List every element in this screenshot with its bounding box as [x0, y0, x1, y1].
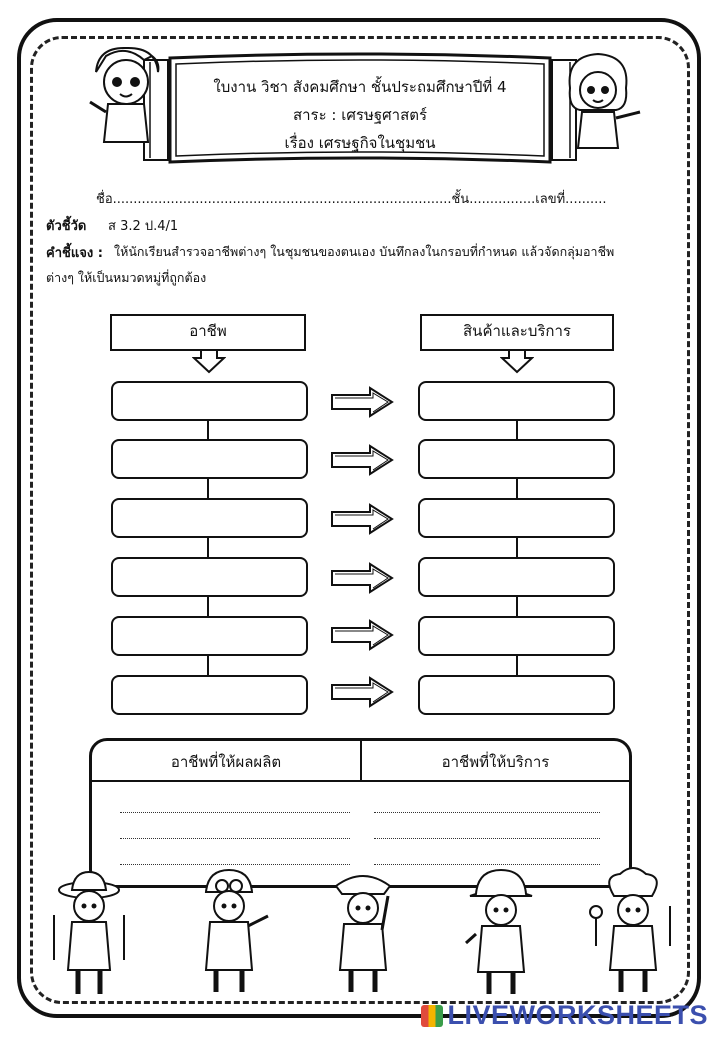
liveworksheets-logo — [421, 1000, 708, 1031]
instruction-text-1: ให้นักเรียนสำรวจอาชีพต่างๆ ในชุมชนของตนเอง บันทึกลงในกรอบที่กำหนด แล้วจัดกลุ่มอาชีพ — [114, 244, 615, 259]
down-arrow-icon — [192, 350, 226, 374]
title-line-3: เรื่อง เศรษฐกิจในชุมชน — [284, 134, 436, 152]
logo-icon — [421, 1005, 443, 1027]
police-kid-illustration — [318, 866, 408, 996]
indicator-value: ส 3.2 ป.4/1 — [108, 219, 179, 234]
chef-kid-illustration — [588, 866, 678, 996]
occupation-input-box[interactable] — [111, 675, 308, 715]
title-line-2: สาระ : เศรษฐศาสตร์ — [292, 106, 428, 124]
right-arrow-icon — [330, 676, 396, 708]
indicator-label: ตัวชี้วัด — [46, 219, 87, 234]
instruction-label: คำชี้แจง : — [46, 246, 103, 261]
down-arrow-icon — [500, 350, 534, 374]
farmer-kid-illustration — [44, 870, 134, 1000]
goods-input-box[interactable] — [418, 675, 615, 715]
goods-services-header: สินค้าและบริการ — [420, 314, 614, 351]
production-answer-line[interactable] — [120, 864, 350, 865]
goods-input-box[interactable] — [418, 498, 615, 538]
production-occupation-header: อาชีพที่ให้ผลผลิต — [170, 753, 282, 771]
goods-input-box[interactable] — [418, 439, 615, 479]
title-line-1: ใบงาน วิชา สังคมศึกษา ชั้นประถมศึกษาปีที่ 4 — [213, 78, 507, 96]
goods-input-box[interactable] — [418, 381, 615, 421]
occupation-input-box[interactable] — [111, 498, 308, 538]
logo-text: LIVEWORKSHEETS — [447, 1000, 708, 1030]
right-arrow-icon — [330, 386, 396, 418]
occupation-input-box[interactable] — [111, 616, 308, 656]
goods-input-box[interactable] — [418, 616, 615, 656]
firefighter-kid-illustration — [456, 868, 546, 998]
boy-cartoon-illustration — [86, 42, 166, 152]
production-answer-line[interactable] — [120, 812, 350, 813]
service-answer-line[interactable] — [374, 864, 600, 865]
occupation-header: อาชีพ — [110, 314, 306, 351]
goods-input-box[interactable] — [418, 557, 615, 597]
soldier-kid-illustration — [184, 866, 274, 996]
occupation-input-box[interactable] — [111, 381, 308, 421]
occupation-input-box[interactable] — [111, 439, 308, 479]
girl-cartoon-illustration — [556, 48, 646, 153]
occupation-input-box[interactable] — [111, 557, 308, 597]
name-class-number-line: ชื่อ..................................................................................ชั้น................เลขที่.......... — [96, 192, 607, 207]
right-arrow-icon — [330, 444, 396, 476]
service-answer-line[interactable] — [374, 838, 600, 839]
right-arrow-icon — [330, 503, 396, 535]
instruction-text-2: ต่างๆ ให้เป็นหมวดหมู่ที่ถูกต้อง — [46, 270, 207, 285]
service-answer-line[interactable] — [374, 812, 600, 813]
right-arrow-icon — [330, 619, 396, 651]
service-occupation-header: อาชีพที่ให้บริการ — [441, 753, 550, 771]
right-arrow-icon — [330, 562, 396, 594]
production-answer-line[interactable] — [120, 838, 350, 839]
